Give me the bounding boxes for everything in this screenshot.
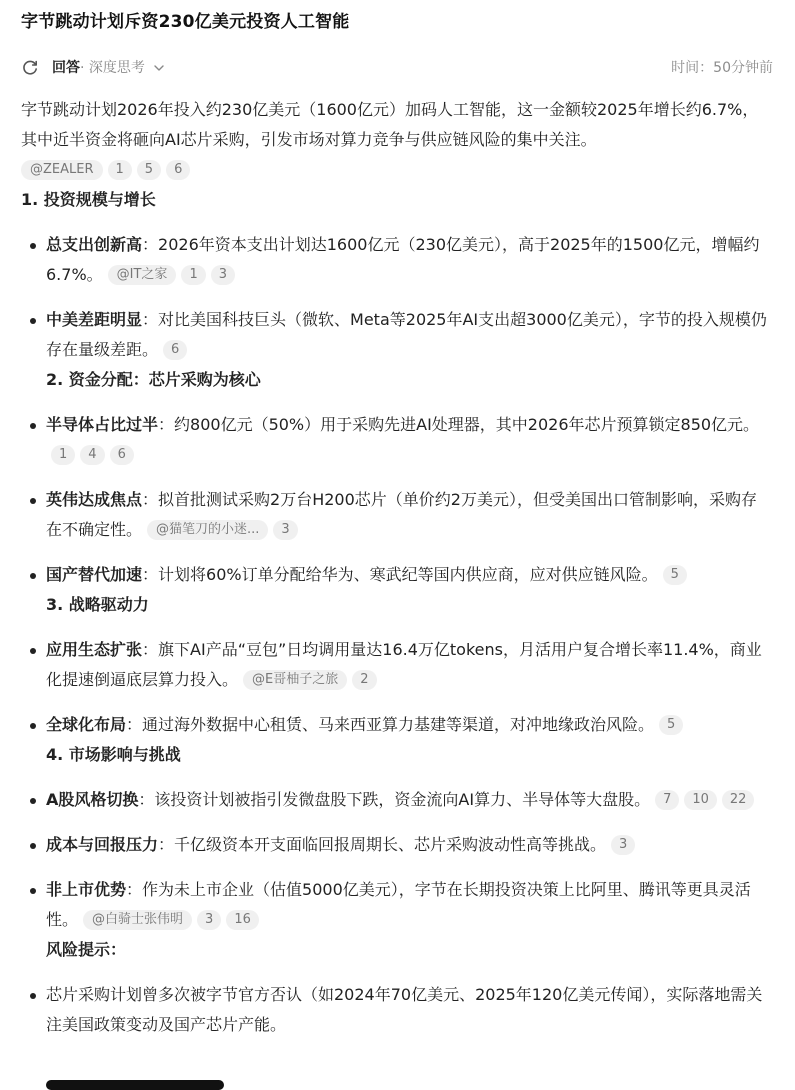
citation-chip[interactable]: 1 <box>108 160 132 180</box>
citation-chip[interactable]: 3 <box>197 910 221 930</box>
item-label: 国产替代加速 <box>46 565 143 584</box>
item-text: 该投资计划被指引发微盘股下跌，资金流向AI算力、半导体等大盘股。 <box>154 790 651 809</box>
chevron-down-icon <box>153 62 165 74</box>
list-item <box>21 305 771 365</box>
timestamp: 时间：50分钟前 <box>671 60 773 76</box>
refresh-icon[interactable] <box>21 58 39 76</box>
citation-chip[interactable]: 6 <box>166 160 190 180</box>
list-item <box>21 710 771 740</box>
citation-chip[interactable]: 3 <box>273 520 297 540</box>
section-heading: 2. 资金分配：芯片采购为核心 <box>46 370 261 389</box>
answer-meta-row <box>21 56 773 78</box>
floating-action-bar[interactable] <box>46 1080 224 1090</box>
mode-label: · 深度思考 <box>80 60 145 76</box>
item-sep: ： <box>142 490 159 509</box>
item-label: 成本与回报压力 <box>46 835 159 854</box>
item-label: 非上市优势 <box>46 880 127 899</box>
citation-chip[interactable]: @E哥柚子之旅 <box>243 670 347 690</box>
citation-chip[interactable]: 5 <box>137 160 161 180</box>
section-heading: 1. 投资规模与增长 <box>21 190 156 209</box>
item-text: 芯片采购计划曾多次被字节官方否认（如2024年70亿美元、2025年120亿美元传闻），实际落地需关注美国政策变动及国产芯片产能。 <box>46 985 763 1034</box>
page-title: 字节跳动计划斥资230亿美元投资人工智能 <box>21 12 350 32</box>
item-label: A股风格切换 <box>46 790 139 809</box>
section-list <box>21 230 771 365</box>
item-label: 总支出创新高 <box>46 235 143 254</box>
item-text: 2026年资本支出计划达1600亿元（230亿美元），高于2025年的1500亿元，增幅约6.7%。 <box>46 235 760 284</box>
item-text: 约800亿元（50%）用于采购先进AI处理器，其中2026年芯片预算锁定850亿元。 <box>174 415 760 434</box>
item-text: 对比美国科技巨头（微软、Meta等2025年AI支出超3000亿美元），字节的投入规模仍存在量级差距。 <box>46 310 767 359</box>
citation-chip[interactable]: @IT之家 <box>108 265 177 285</box>
citation-chip[interactable]: 1 <box>181 265 205 285</box>
item-text: 拟首批测试采购2万台H200芯片（单价约2万美元），但受美国出口管制影响，采购存在不确定性。 <box>46 490 757 539</box>
answer-mode-toggle[interactable] <box>52 57 165 77</box>
item-sep: ： <box>126 880 143 899</box>
section-heading: 3. 战略驱动力 <box>46 595 149 614</box>
intro-cites <box>21 160 190 179</box>
citation-chip[interactable]: 5 <box>659 715 683 735</box>
citation-chip[interactable]: 22 <box>722 790 755 810</box>
item-sep: ： <box>142 640 159 659</box>
answer-label: 回答 <box>52 60 80 76</box>
item-label: 应用生态扩张 <box>46 640 143 659</box>
citation-chip[interactable]: 6 <box>110 445 134 465</box>
item-sep: ： <box>158 415 175 434</box>
list-item <box>21 560 771 590</box>
list-item <box>21 785 771 815</box>
item-text: 千亿级资本开支面临回报周期长、芯片采购波动性高等挑战。 <box>174 835 607 854</box>
item-text: 计划将60%订单分配给华为、寒武纪等国内供应商，应对供应链风险。 <box>158 565 658 584</box>
item-label: 半导体占比过半 <box>46 415 159 434</box>
list-item <box>21 980 771 1040</box>
section-list <box>21 785 771 935</box>
item-sep: ： <box>126 715 143 734</box>
citation-chip[interactable]: @白骑士张伟明 <box>83 910 192 930</box>
item-label: 中美差距明显 <box>46 310 143 329</box>
item-sep: ： <box>138 790 155 809</box>
item-text: 旗下AI产品“豆包”日均调用量达16.4万亿tokens，月活用户复合增长率11.4%，商业化提速倒逼底层算力投入。 <box>46 640 762 689</box>
citation-chip[interactable]: 2 <box>352 670 376 690</box>
citation-chip[interactable]: 3 <box>611 835 635 855</box>
section-list <box>21 410 771 590</box>
list-item <box>21 875 771 935</box>
citation-chip[interactable]: 16 <box>226 910 259 930</box>
citation-chip[interactable]: 7 <box>655 790 679 810</box>
item-label: 英伟达成焦点 <box>46 490 143 509</box>
intro-paragraph <box>21 95 771 185</box>
item-sep: ： <box>142 310 159 329</box>
section-list <box>21 635 771 740</box>
citation-chip[interactable]: 4 <box>80 445 104 465</box>
item-text: 通过海外数据中心租赁、马来西亚算力基建等渠道，对冲地缘政治风险。 <box>142 715 655 734</box>
list-item <box>21 230 771 290</box>
item-sep: ： <box>158 835 175 854</box>
citation-chip[interactable]: @ZEALER <box>21 160 103 180</box>
citation-chip[interactable]: 10 <box>684 790 717 810</box>
citation-chip[interactable]: 3 <box>211 265 235 285</box>
citation-chip[interactable]: 6 <box>163 340 187 360</box>
item-label: 全球化布局 <box>46 715 127 734</box>
answer-content <box>21 95 771 1040</box>
list-item <box>21 830 771 860</box>
citation-chip[interactable]: 1 <box>51 445 75 465</box>
intro-text: 字节跳动计划2026年投入约230亿美元（1600亿元）加码人工智能，这一金额较2025年增长约6.7%，其中近半资金将砸向AI芯片采购，引发市场对算力竞争与供应链风险的集中关注。 <box>21 100 759 149</box>
section-list <box>21 980 771 1040</box>
item-sep: ： <box>142 235 159 254</box>
list-item <box>21 635 771 695</box>
item-sep: ： <box>142 565 159 584</box>
risk-heading: 风险提示： <box>46 940 127 959</box>
citation-chip[interactable]: @猫笔刀的小迷... <box>147 520 268 540</box>
section-heading: 4. 市场影响与挑战 <box>46 745 181 764</box>
list-item <box>21 410 771 470</box>
item-text: 作为未上市企业（估值5000亿美元），字节在长期投资决策上比阿里、腾讯等更具灵活性。 <box>46 880 751 929</box>
list-item <box>21 485 771 545</box>
citation-chip[interactable]: 5 <box>663 565 687 585</box>
